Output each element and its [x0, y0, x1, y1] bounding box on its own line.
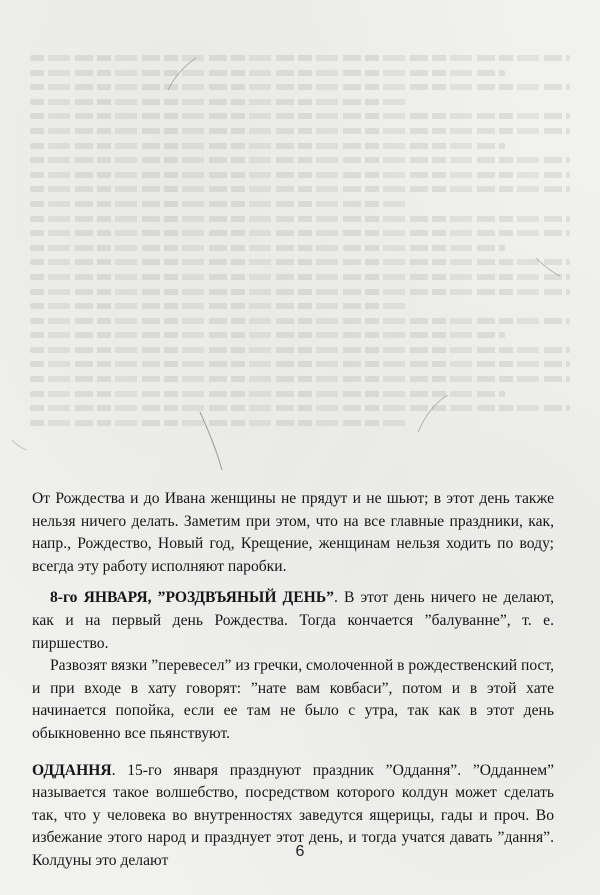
- paragraph-rozhdestvo: От Рождества и до Ивана женщины не прядут и не шьют; в этот день также нельзя ничего делать. Заметим при этом, что на все главные праздники, как, напр., Рождество, Новый год, Крещение, женщинам нельзя ходить по воду; всегда эту работу исполняют паробки.: [32, 490, 554, 575]
- bleed-through-text: [30, 55, 570, 434]
- page-number: 6: [295, 843, 305, 860]
- paragraph-oddannya-text: . 15-го января празднуют праздник ”Оддання”. ”Одданнем” называется такое волшебство, посредством которого колдун может сделать так, что у человека во внутренностях заведутся ящерицы, гады и проч. Во избежание этого народ и празднует этот день, и тогда учатся давать ”дання”. Колдуны это делают: [32, 761, 554, 869]
- heading-oddannya: ОДДАННЯ: [32, 761, 112, 779]
- paragraph-perevesel: Развозят вязки ”перевесел” из гречки, смолоченной в рождественский пост, и при входе в хату говорят: ”нате вам ковбаси”, потом и в этой хате начинается попойка, если ее там не было с утра, так как в этот день обыкновенно все пьянствуют.: [32, 657, 554, 742]
- paragraph-8-january: [32, 587, 554, 655]
- paragraph-8-january-text: . В этот день ничего не делают, как и на первый день Рождества. Тогда кончается ”балуванне”, т. е. пиршество.: [32, 589, 554, 652]
- heading-8-january: 8-го ЯНВАРЯ, ”РОЗДВЪЯНЫЙ ДЕНЬ”: [50, 589, 334, 607]
- main-text: [32, 488, 554, 873]
